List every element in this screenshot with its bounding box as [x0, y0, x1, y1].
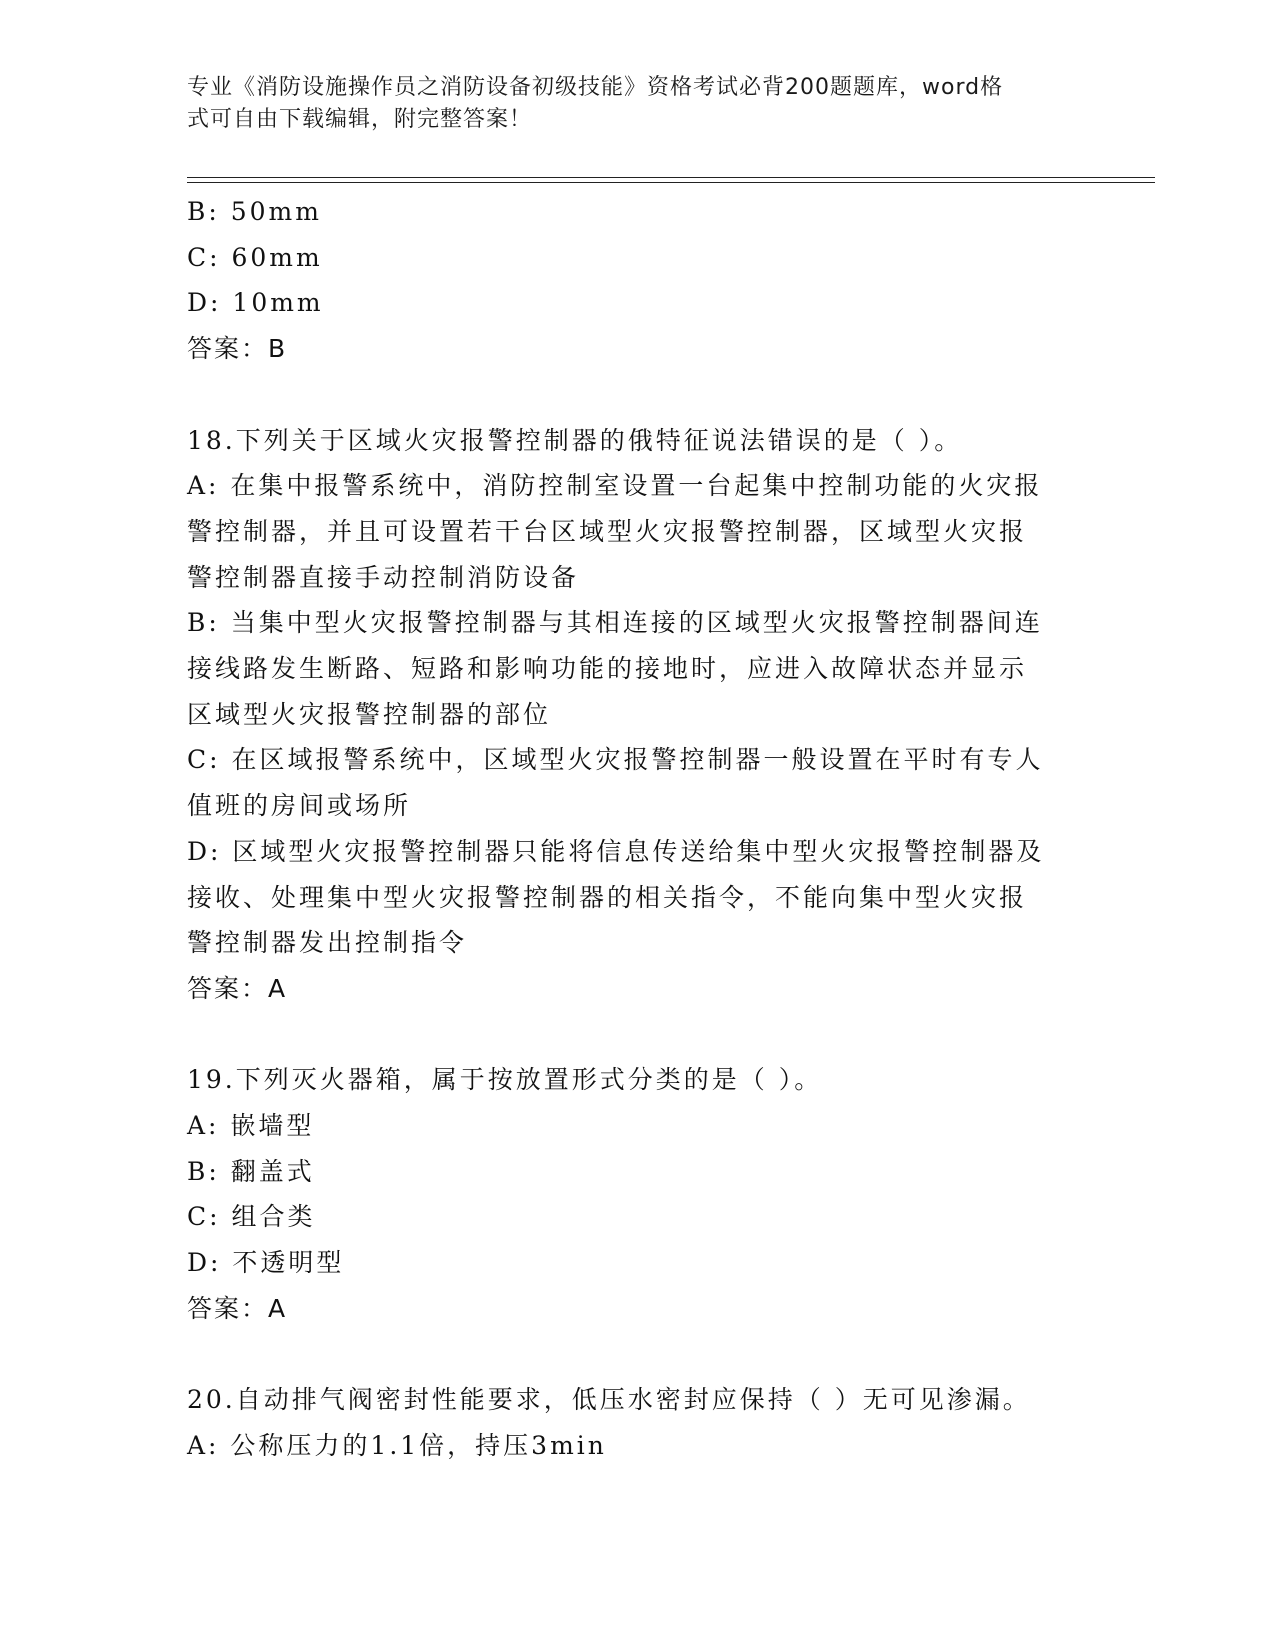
option-a: A: 公称压力的1.1倍，持压3min	[187, 1430, 607, 1460]
option-b: B: 50mm	[187, 197, 322, 226]
option-b-line: 区域型火灾报警控制器的部位	[187, 699, 552, 729]
question-19	[187, 1057, 1087, 1331]
document-header	[187, 72, 1067, 136]
option-c-line: 值班的房间或场所	[187, 791, 412, 821]
header-divider-top	[187, 177, 1155, 178]
question-stem: 19.下列灭火器箱，属于按放置形式分类的是（ ）。	[187, 1065, 823, 1095]
option-a: A: 嵌墙型	[187, 1111, 315, 1141]
answer-label: 答案：A	[187, 1293, 288, 1323]
option-b: B: 翻盖式	[187, 1156, 315, 1186]
spacer	[187, 1332, 1087, 1378]
option-c-line: C: 在区域报警系统中，区域型火灾报警控制器一般设置在平时有专人	[187, 745, 1044, 775]
option-a-line: 警控制器直接手动控制消防设备	[187, 562, 580, 592]
question-20	[187, 1377, 1087, 1468]
option-c: C: 组合类	[187, 1202, 316, 1232]
option-d-line: 警控制器发出控制指令	[187, 928, 468, 958]
question-stem: 20.自动排气阀密封性能要求，低压水密封应保持（ ）无可见渗漏。	[187, 1385, 1031, 1415]
header-line-1: 专业《消防设施操作员之消防设备初级技能》资格考试必背200题题库，word格	[187, 75, 1004, 100]
header-line-2: 式可自由下载编辑，附完整答案！	[187, 107, 533, 132]
option-d-line: D: 区域型火灾报警控制器只能将信息传送给集中型火灾报警控制器及	[187, 836, 1045, 866]
option-b-line: B: 当集中型火灾报警控制器与其相连接的区域型火灾报警控制器间连	[187, 608, 1043, 638]
option-c: C: 60mm	[187, 242, 323, 272]
option-d: D: 10mm	[187, 288, 324, 318]
question-17-tail	[187, 189, 1087, 372]
question-stem: 18.下列关于区域火灾报警控制器的俄特征说法错误的是（ ）。	[187, 425, 963, 455]
option-a-line: A: 在集中报警系统中，消防控制室设置一台起集中控制功能的火灾报	[187, 471, 1043, 501]
option-b-line: 接线路发生断路、短路和影响功能的接地时，应进入故障状态并显示	[187, 654, 1028, 684]
document-body	[187, 189, 1087, 1469]
option-a-line: 警控制器，并且可设置若干台区域型火灾报警控制器，区域型火灾报	[187, 516, 1028, 546]
header-divider-bottom	[187, 182, 1155, 183]
answer-label: 答案：A	[187, 973, 288, 1003]
spacer	[187, 372, 1087, 418]
question-18	[187, 418, 1087, 1012]
spacer	[187, 1012, 1087, 1058]
answer-label: 答案：B	[187, 334, 288, 364]
option-d-line: 接收、处理集中型火灾报警控制器的相关指令，不能向集中型火灾报	[187, 882, 1028, 912]
option-d: D: 不透明型	[187, 1248, 345, 1278]
